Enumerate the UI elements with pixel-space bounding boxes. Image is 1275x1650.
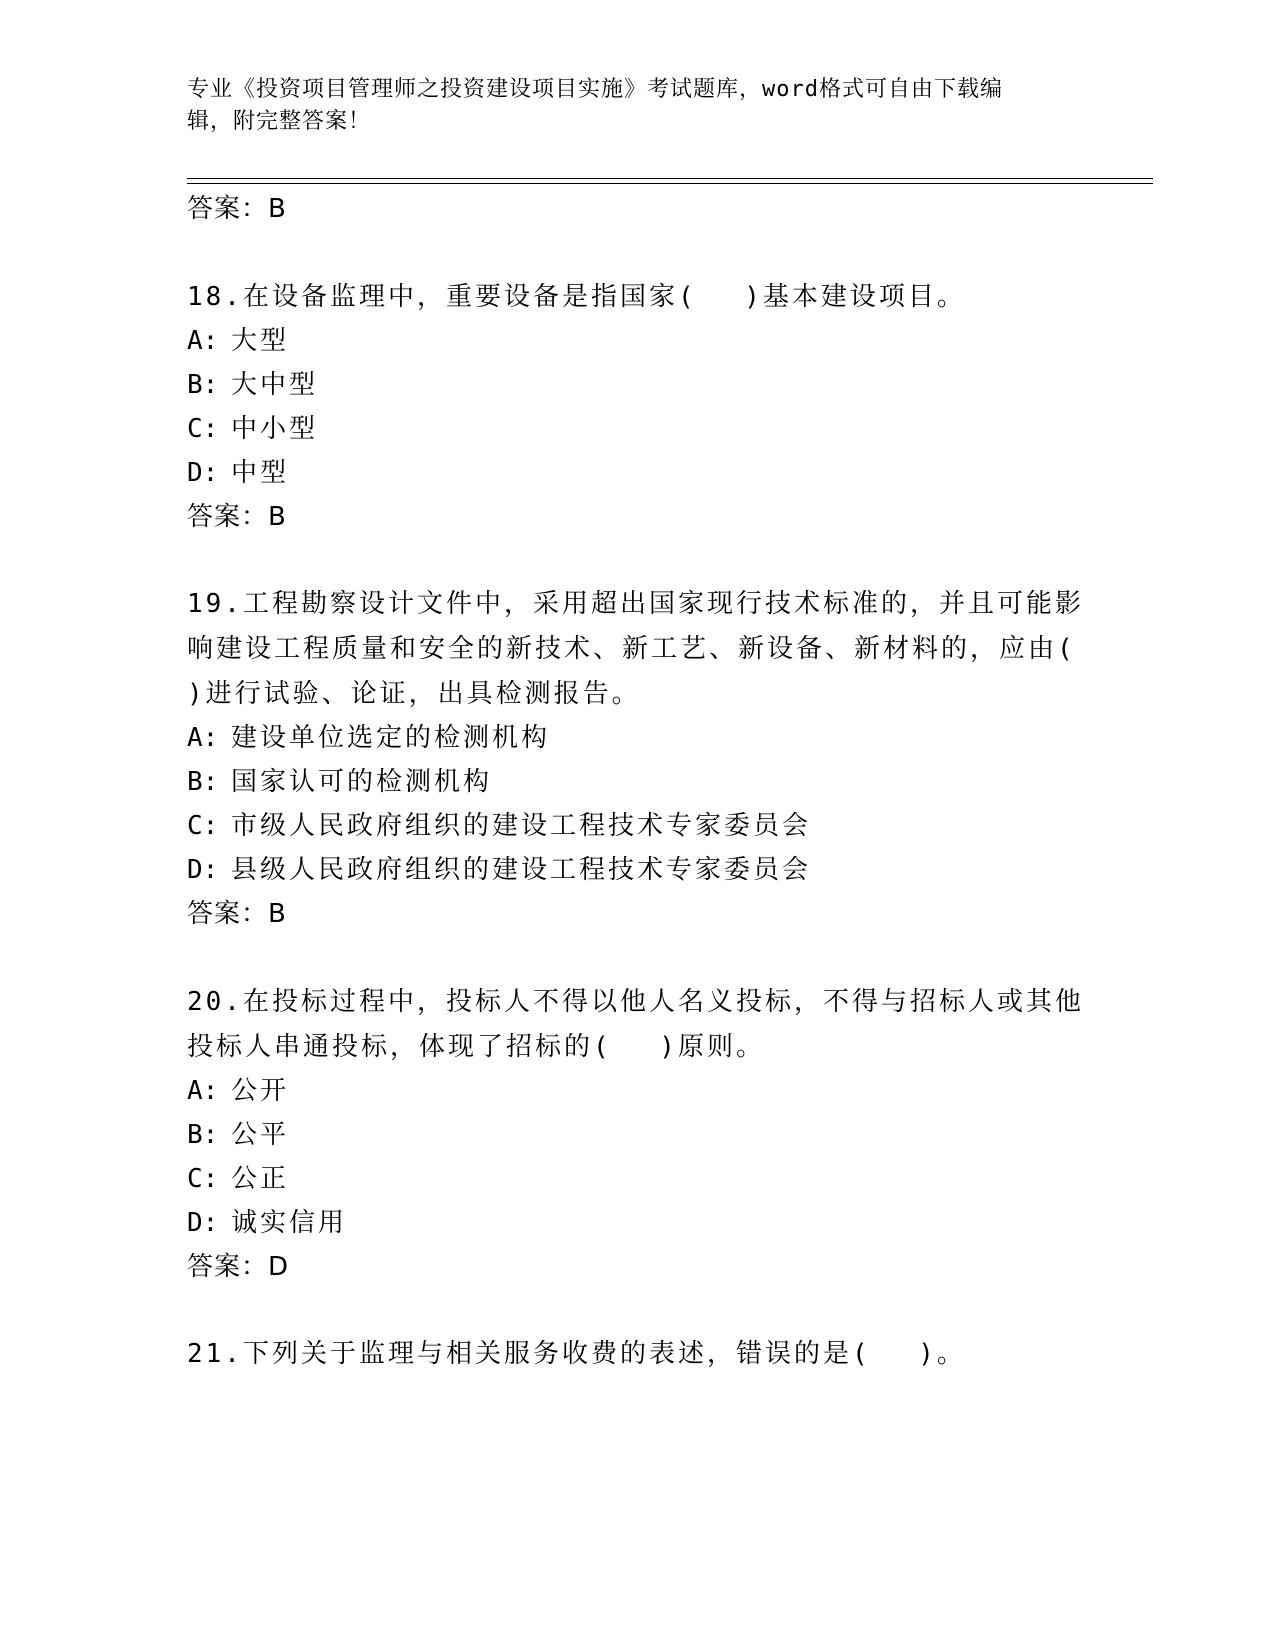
question-20-option-a <box>187 1076 289 1106</box>
header-divider <box>187 178 1153 184</box>
option-letter: B: <box>187 767 219 797</box>
answer-19: 答案：B <box>187 899 287 929</box>
question-19-option-d <box>187 855 811 885</box>
question-20-stem-line-1: 20.在投标过程中，投标人不得以他人名义投标，不得与招标人或其他 <box>187 987 1084 1017</box>
option-text: 中型 <box>231 458 290 488</box>
answer-20: 答案：D <box>187 1252 290 1282</box>
option-letter: D: <box>187 855 219 885</box>
option-letter: A: <box>187 1076 219 1106</box>
option-text: 中小型 <box>231 414 319 444</box>
option-text: 公平 <box>231 1120 290 1150</box>
question-18-stem: 18.在设备监理中，重要设备是指国家( )基本建设项目。 <box>187 282 966 312</box>
option-text: 县级人民政府组织的建设工程技术专家委员会 <box>231 855 812 885</box>
option-letter: C: <box>187 414 219 444</box>
question-18-option-b <box>187 370 318 400</box>
answer-18: 答案：B <box>187 502 287 532</box>
option-letter: A: <box>187 326 219 356</box>
option-text: 诚实信用 <box>231 1208 348 1238</box>
option-letter: C: <box>187 1164 219 1194</box>
option-text: 国家认可的检测机构 <box>231 767 493 797</box>
option-letter: A: <box>187 723 219 753</box>
question-20-option-c <box>187 1164 289 1194</box>
option-letter: D: <box>187 458 219 488</box>
header-line-1: 专业《投资项目管理师之投资建设项目实施》考试题库，word格式可自由下载编 <box>187 77 1003 102</box>
answer-17: 答案：B <box>187 194 287 224</box>
document-header <box>187 74 1067 138</box>
question-21 <box>187 1332 1087 1377</box>
question-20-stem-line-2: 投标人串通投标，体现了招标的( )原则。 <box>187 1032 765 1062</box>
question-19-option-c <box>187 811 811 841</box>
option-letter: D: <box>187 1208 219 1238</box>
question-20 <box>187 980 1087 1070</box>
question-19-option-a <box>187 723 550 753</box>
option-text: 大型 <box>231 326 290 356</box>
option-text: 公开 <box>231 1076 290 1106</box>
option-letter: B: <box>187 370 219 400</box>
question-20-option-b <box>187 1120 289 1150</box>
question-18-option-a <box>187 326 289 356</box>
header-line-2: 辑，附完整答案！ <box>187 109 372 134</box>
option-letter: C: <box>187 811 219 841</box>
question-18-option-d <box>187 458 289 488</box>
option-text: 建设单位选定的检测机构 <box>231 723 551 753</box>
option-text: 市级人民政府组织的建设工程技术专家委员会 <box>231 811 812 841</box>
question-18 <box>187 275 1087 320</box>
question-19-stem-line-1: 19.工程勘察设计文件中，采用超出国家现行技术标准的，并且可能影 <box>187 589 1084 619</box>
option-letter: B: <box>187 1120 219 1150</box>
question-18-option-c <box>187 414 318 444</box>
question-19 <box>187 582 1087 717</box>
question-19-stem-line-3: )进行试验、论证，出具检测报告。 <box>187 679 641 709</box>
option-text: 大中型 <box>231 370 319 400</box>
option-text: 公正 <box>231 1164 290 1194</box>
question-19-option-b <box>187 767 492 797</box>
question-20-option-d <box>187 1208 347 1238</box>
question-19-stem-line-2: 响建设工程质量和安全的新技术、新工艺、新设备、新材料的，应由( <box>187 634 1076 664</box>
question-21-stem: 21.下列关于监理与相关服务收费的表述，错误的是( )。 <box>187 1339 966 1369</box>
